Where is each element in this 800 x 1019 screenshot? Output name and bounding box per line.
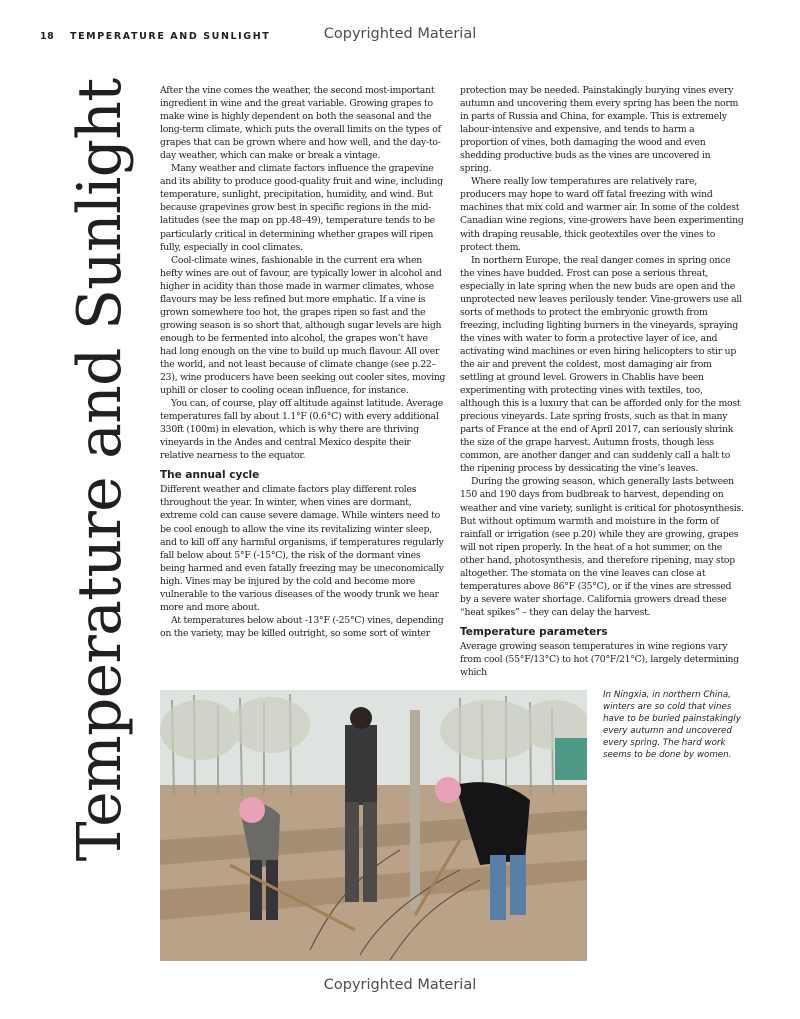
text-column-left [160, 84, 446, 640]
body-paragraph: Average growing season temperatures in wine regions vary from cool (55°F/13°C) to hot (70°F/21°C), largely determining which [460, 640, 739, 679]
body-paragraph: You can, of course, play off altitude against latitude. Average temperatures fall by about 1.1°F (0.6°C) with every additional 330ft (100m) in elevation, which is why there are thriving vineyards in the Andes and central Mexico despite their relative nearness to the equator. [160, 398, 443, 462]
vineyard-photo-illustration [160, 690, 587, 961]
body-paragraph: At temperatures below about -13°F (-25°C) vines, depending on the variety, may be killed outright, so some sort of winter [160, 614, 444, 639]
body-paragraph: protection may be needed. Painstakingly burying vines every autumn and uncovering them every spring has been the norm in parts of Russia and China, for example. This is extremely labour-intensive and expensive, and tends to harm a proportion of vines, both damaging the wood and even shedding productive buds as the vines are uncovered in spring. [460, 85, 739, 175]
subheading-annual-cycle: The annual cycle [160, 469, 260, 482]
vineyard-photo [160, 690, 587, 961]
body-paragraph: Many weather and climate factors influence the grapevine and its ability to produce good-quality fruit and wine, including temperature, sunlight, precipitation, humidity, and wind. But because grapevines grow best in specific regions in the mid-latitudes (see the map on pp.48–49), temperature tends to be particularly critical in determining whether grapes will ripen fully, especially in cool climates. [160, 163, 443, 253]
photo-caption: In Ningxia, in northern China, winters are so cold that vines have to be buried painstakingly every autumn and uncovered every spring. The hard work seems to be done by women. [603, 690, 741, 760]
running-header: TEMPERATURE AND SUNLIGHT [70, 31, 271, 42]
body-paragraph: During the growing season, which generally lasts between 150 and 190 days from budbreak to harvest, depending on weather and vine variety, sunlight is critical for photosynthesis. But without optimum warmth and moisture in the form of rainfall or irrigation (see p.20) while they are growing, grapes will not ripen properly. In the heat of a hot summer, on the other hand, photosynthesis, and therefore ripening, may stop altogether. The stomata on the vine leaves can close at temperatures above 86°F (35°C), or if the vines are stressed by a severe water shortage. California growers dread these “heat spikes” – they can delay the harvest. [460, 476, 744, 618]
subheading-temperature-parameters: Temperature parameters [460, 625, 608, 638]
body-paragraph: Cool-climate wines, fashionable in the current era when hefty wines are out of favour, are typically lower in alcohol and higher in acidity than those made in warmer climates, whose flavours may be less refined but more emphatic. If a vine is grown somewhere too hot, the grapes ripen so fast and the growing season is so short that, although sugar levels are high enough to be fermented into alcohol, the grapes won’t have had long enough on the vine to build up much flavour. All over the world, and not least because of climate change (see p.22–23), wine producers have been seeking out cooler sites, moving uphill or closer to cooling ocean influence, for instance. [160, 254, 446, 397]
watermark-top: Copyrighted Material [323, 26, 477, 42]
body-paragraph: Where really low temperatures are relatively rare, producers may hope to ward off fatal freezing with wind machines that mix cold and warmer air. In some of the coldest Canadian wine regions, vine-growers have been experimenting with draping reusable, thick geotextiles over the vines to protect them. [460, 176, 744, 253]
body-paragraph: After the vine comes the weather, the second most-important ingredient in wine and the great variable. Growing grapes to make wine is highly dependent on both the seasonal and the long-term climate, which puts the overall limits on the types of grapes that can be grown where and how well, and the day-to-day weather, which can make or break a vintage. [160, 85, 441, 162]
chapter-title: Temperature and Sunlight [65, 78, 135, 862]
body-paragraph: In northern Europe, the real danger comes in spring once the vines have budded. Frost can pose a serious threat, especially in late spring when the new buds are open and the unprotected new leaves perilously tender. Vine-growers use all sorts of methods to protect the embryonic growth from freezing, including lighting burners in the vineyards, spraying the vines with water to form a protective layer of ice, and activating wind machines or even hiring helicopters to stir up the air and prevent the coldest, most damaging air from settling at ground level. Growers in Chablis have been experimenting with protecting vines with textiles, too, although this is a luxury that can be afforded only for the most precious vineyards. Late spring frosts, such as that in many parts of France at the end of April 2017, can seriously shrink the size of the grape harvest. Autumn frosts, though less common, are another danger and can suddenly call a halt to the ripening process by dessicating the vine’s leaves. [460, 254, 742, 475]
watermark-bottom: Copyrighted Material [323, 977, 477, 993]
page-number: 18 [40, 31, 55, 42]
body-paragraph: Different weather and climate factors play different roles throughout the year. In winter, when vines are dormant, extreme cold can cause severe damage. While winters need to be cool enough to allow the vine its revitalizing winter sleep, and to kill off any harmful organisms, if temperatures regularly fall below about 5°F (-15°C), the risk of the dormant vines being harmed and even fatally freezing may be uneconomically high. Vines may be injured by the cold and become more vulnerable to the various diseases of the woody trunk we hear more and more about. [160, 484, 444, 613]
text-column-right [460, 84, 744, 679]
